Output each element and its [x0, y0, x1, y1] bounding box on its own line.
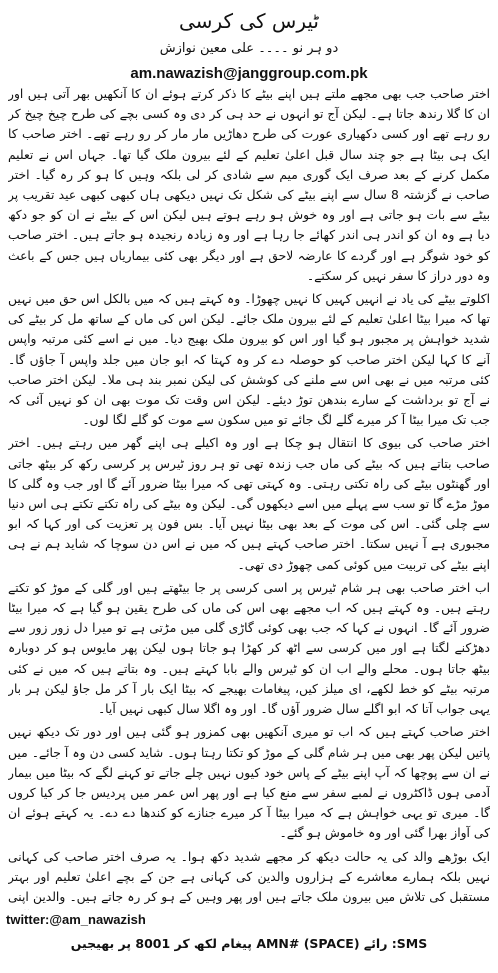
- sms-feedback-note: SMS: رائے AMN# (SPACE) پیغام لکھ کر 8001 پر بھیجیں: [70, 936, 428, 951]
- article-paragraph: ایک بوڑھے والد کی یہ حالت دیکھ کر مجھے شدید دکھ ہوا۔ یہ صرف اختر صاحب کی کہانی نہیں بلکہ ہمارے معاشرے کے ہزاروں والدین کی کہانی ہے جن کے بچے اعلیٰ تعلیم اور بہتر مستقبل کی تلاش میں بیرون ملک جاتے ہیں اور پھر وہیں کے ہو کر رہ جاتے ہیں۔ والدین اپنی: [8, 849, 490, 904]
- article-byline: دو ہر نو ۔۔۔۔ علی معین نوازش: [159, 41, 339, 56]
- article-paragraph: اختر صاحب جب بھی مجھے ملتے ہیں اپنے بیٹے کا ذکر کرتے ہوئے ان کا آنکھیں بھر آتی ہیں اور ان کا گلا رندھ جاتا ہے۔ لیکن آج تو انہوں نے حد ہی کر دی وہ کسی بچے کی طرح چیخ چیخ کر رو رہے تھے اور کسی دکھیاری عورت کی طرح دھاڑیں مار مار کر رو رہے تھے۔ اختر صاحب کا ایک ہی بیٹا ہے جو چند سال قبل اعلیٰ تعلیم کے لئے بیرون ملک گیا تھا۔ جہاں اس نے تعلیم مکمل کرنے کے بعد صرف ایک گوری میم سے شادی کر لی بلکہ وہیں کا ہو کر رہ گیا۔ اختر صاحب نے گزشتہ 8 سال سے اپنے بیٹے کی شکل تک نہیں دیکھی ہاں کبھی کبھی عید تقریب پر بیٹے سے بات ہو جاتی ہے اور وہ خوش ہو رہے ہوتے ہیں لیکن اس کے بیٹے نے ان کو جو دکھ دیا ہے وہ ان کو اندر ہی اندر کھائے جا رہا ہے اور وہ زیادہ رنجیدہ ہو جاتے ہیں۔ اختر صاحب کو خود شوگر ہے اور گردے کا عارضہ لاحق ہے اور دیگر بھی کئی بیماریاں ہیں جس کے باعث وہ دور دراز کا سفر نہیں کر سکتے۔: [8, 87, 490, 283]
- article-paragraph: اب اختر صاحب بھی ہر شام ٹیرس پر اسی کرسی پر جا بیٹھتے ہیں اور گلی کے موڑ کو تکتے رہتے ہیں۔ وہ کہتے ہیں کہ اب مجھے بھی اس کی ماں کی طرح یقین ہو گیا ہے کہ میرا بیٹا ضرور آئے گا۔ انہوں نے کہا کہ جب بھی کوئی گاڑی گلی میں مڑتی ہے تو میرا دل زور زور سے دھڑکنے لگتا ہے اور میں کرسی سے اٹھ کر کھڑا ہو جاتا ہوں لیکن پھر مایوس ہو کر دوبارہ بیٹھ جاتا ہوں۔ محلے والے اب ان کو ٹیرس والے بابا کہتے ہیں۔ وہ بتاتے ہیں کہ میں نے کئی مرتبہ بیٹے کو خط لکھے، ای میلز کیں، پیغامات بھیجے کہ بیٹا ایک بار آ کر مل جاؤ لیکن ہر بار یہی جواب آتا کہ ابو اگلے سال ضرور آؤں گا۔ اور وہ اگلا سال کبھی نہیں آیا۔: [8, 580, 490, 717]
- article-body: [8, 84, 490, 910]
- article-title: ٹیرس کی کرسی: [179, 9, 319, 33]
- author-email[interactable]: am.nawazish@janggroup.com.pk: [130, 65, 368, 82]
- article-paragraph: اختر صاحب کی بیوی کا انتقال ہو چکا ہے اور وہ اکیلے ہی اپنے گھر میں رہتے ہیں۔ اختر صاحب بتاتے ہیں کہ بیٹے کی ماں جب زندہ تھی تو ہر روز ٹیرس پر کرسی رکھ کر بیٹھ جاتی اور گھنٹوں بیٹے کی راہ تکتی رہتی۔ وہ کہتی تھی کہ میرا بیٹا ضرور آئے گا اور جب وہ گلی کا موڑ مڑے گا تو سب سے پہلے میں اسے دیکھوں گی۔ لیکن وہ بیٹے کی راہ تکتے تکتے ہی اس دنیا سے چلی گئی۔ اس کی موت کے بعد بھی بیٹا نہیں آیا۔ بس فون پر تعزیت کی اور کہا کہ ابو مجبوری ہے آ نہیں سکتا۔ اختر صاحب کہتے ہیں کہ میں نے اس دن سوچا کہ شاید ہم نے ہی اپنے بیٹے کی تربیت میں کوئی کمی چھوڑ دی تھی۔: [8, 436, 490, 572]
- author-twitter-handle[interactable]: twitter:@am_nawazish: [6, 912, 146, 927]
- article-paragraph: اکلوتے بیٹے کی یاد نے انہیں کہیں کا نہیں چھوڑا۔ وہ کہتے ہیں کہ میں بالکل اس حق میں نہیں تھا کہ میرا بیٹا اعلیٰ تعلیم کے لئے بیرون ملک جائے۔ لیکن اس کی ماں کے ساتھ مل کر بیٹے کی شدید خواہش پر مجبور ہو گیا اور اس کو بیرون ملک بھیج دیا۔ میں نے اسے کئی مرتبہ واپس آنے کا کہا لیکن اختر صاحب کو حوصلہ دے کر وہ کہتا کہ ابو جان میں جلد واپس آ جاؤں گا۔ کئی مرتبہ میں نے بھی اس سے ملنے کی کوشش کی لیکن نمبر بند ہی ملا۔ لیکن اختر صاحب نے آج تو برداشت کے سارے بندھن توڑ دیئے۔ لیکن اس وقت تک موت بھی ان کو نہیں آئی کہ جب تک میرا بیٹا آ کر میرے گلے لگ جائے تو میں سکون سے موت کو گلے لگا لوں۔: [8, 292, 490, 428]
- article-paragraph: اختر صاحب کہتے ہیں کہ اب تو میری آنکھیں بھی کمزور ہو گئی ہیں اور دور تک دیکھ نہیں پاتیں لیکن پھر بھی میں ہر شام گلی کے موڑ کو تکتا رہتا ہوں۔ شاید کسی دن وہ آ جائے۔ میں نے ان سے پوچھا کہ آپ اپنے بیٹے کے پاس خود کیوں نہیں چلے جاتے تو کہنے لگے کہ بیٹا میں بیمار آدمی ہوں ڈاکٹروں نے لمبے سفر سے منع کیا ہے اور پھر اس عمر میں پردیس جا کر کیا کروں گا۔ میری تو یہی خواہش ہے کہ میرا بیٹا آ کر میرے جنازے کو کندھا دے دے۔ یہ کہتے ہوئے ان کی آواز بھرا گئی اور وہ خاموش ہو گئے۔: [8, 725, 490, 841]
